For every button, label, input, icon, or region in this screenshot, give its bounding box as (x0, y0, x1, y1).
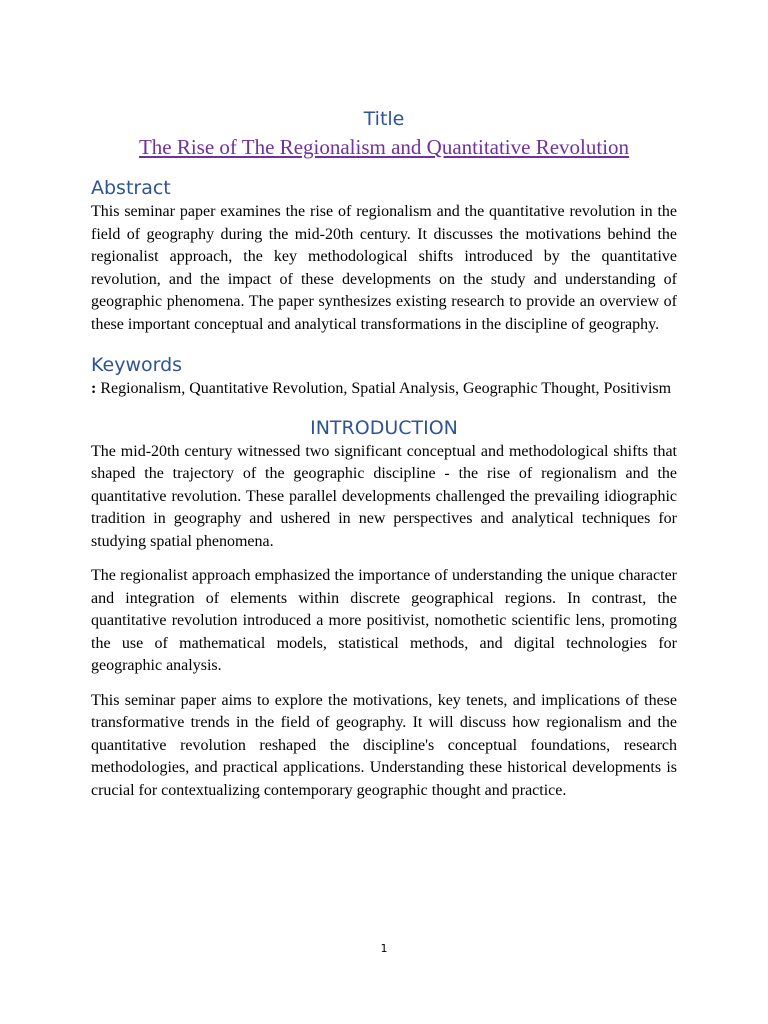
keywords-heading: Keywords (91, 354, 183, 376)
introduction-paragraph: This seminar paper aims to explore the motivations, key tenets, and implications of these transformative trends in the field of geography. It will discuss how regionalism and the quantitative revolution reshaped the discipline's conceptual foundations, research methodologies, and practical applications. Understanding these historical developments is crucial for contextualizing contemporary geographic thought and practice. (91, 691, 677, 799)
keywords-line (91, 378, 677, 401)
keywords-text: Regionalism, Quantitative Revolution, Spatial Analysis, Geographic Thought, Positivism (96, 380, 672, 397)
introduction-heading: INTRODUCTION (310, 416, 458, 439)
paper-title: The Rise of The Regionalism and Quantitative Revolution (138, 135, 630, 159)
keywords-prefix: : (91, 380, 97, 397)
abstract-text: This seminar paper examines the rise of regionalism and the quantitative revolution in the field of geography during the mid-20th century. It discusses the motivations behind the regionalist approach, the key methodological shifts introduced by the quantitative revolution, and the impact of these developments on the study and understanding of geographic phenomena. The paper synthesizes existing research to provide an overview of these important conceptual and analytical transformations in the discipline of geography. (91, 203, 677, 333)
document-page (91, 104, 677, 802)
abstract-heading: Abstract (91, 177, 171, 199)
title-label: Title (363, 108, 405, 130)
introduction-paragraph: The mid-20th century witnessed two significant conceptual and methodological shifts that shaped the trajectory of the geographic discipline - the rise of regionalism and the quantitative revolution. These parallel developments challenged the prevailing idiographic tradition in geography and ushered in new perspectives and analytical techniques for studying spatial phenomena. (91, 442, 677, 550)
introduction-paragraph: The regionalist approach emphasized the importance of understanding the unique character and integration of elements within discrete geographical regions. In contrast, the quantitative revolution introduced a more positivist, nomothetic scientific lens, promoting the use of mathematical models, statistical methods, and digital technologies for geographic analysis. (91, 567, 677, 674)
page-number: 1 (380, 942, 388, 955)
